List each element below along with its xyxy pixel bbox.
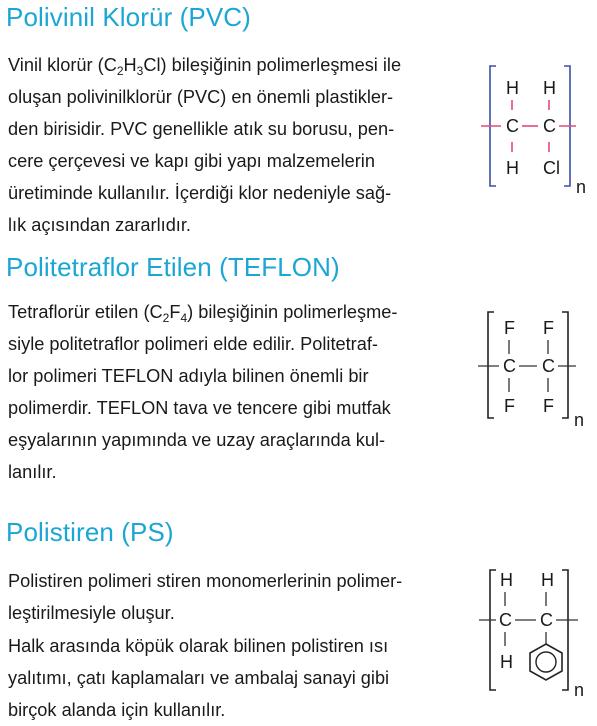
atom-h: H	[500, 652, 513, 672]
text-line: lanılır.	[8, 462, 57, 482]
atom-c: C	[542, 356, 555, 376]
repeat-subscript: n	[574, 680, 585, 700]
text-line: oluşan polivinilklorür (PVC) en önemli plastikler-	[8, 87, 394, 107]
atom-c: C	[499, 610, 512, 630]
paragraph-teflon	[8, 296, 468, 488]
text-line: Halk arasında köpük olarak bilinen polistiren ısı	[8, 636, 389, 656]
section-title-teflon: Politetraflor Etilen (TEFLON)	[6, 252, 340, 282]
bracket-right	[562, 570, 568, 690]
bracket-right	[562, 312, 568, 418]
paragraph-ps-2	[8, 630, 468, 726]
text-line: siyle politetraflor polimeri elde edilir. Politetraf-	[8, 334, 378, 354]
text-line: lor polimeri TEFLON adıyla bilinen önemli bir	[8, 366, 369, 386]
text-line: Tetraflorür etilen $(C_2F_4)$ bileşiğinin polimerleşme-	[8, 302, 398, 325]
bracket-left	[488, 312, 494, 418]
atom-f: F	[504, 318, 515, 338]
atom-f: F	[504, 396, 515, 416]
text-line: leştirilmesiyle oluşur.	[8, 603, 175, 623]
text-line: cere çerçevesi ve kapı gibi yapı malzemelerin	[8, 151, 375, 171]
atom-c: C	[506, 116, 519, 136]
text-line: Polistiren polimeri stiren monomerlerinin polimer-	[8, 571, 403, 591]
paragraph-pvc	[8, 49, 468, 241]
repeat-subscript: n	[574, 410, 585, 430]
text-line: den birisidir. PVC genellikle atık su borusu, pen-	[8, 119, 395, 139]
atom-f: F	[543, 396, 554, 416]
text-line: yalıtımı, çatı kaplamaları ve ambalaj sanayi gibi	[8, 668, 390, 688]
section-title-ps: Polistiren (PS)	[6, 517, 174, 547]
atom-cl: Cl	[543, 158, 560, 178]
text-line: Vinil klorür $(C_2H_3Cl)$ bileşiğinin polimerleşmesi ile	[8, 55, 402, 78]
atom-h: H	[500, 570, 513, 590]
atom-c: C	[540, 610, 553, 630]
text-line: üretiminde kullanılır. İçerdiği klor nedeniyle sağ-	[8, 183, 392, 203]
atom-c: C	[503, 356, 516, 376]
text-line: birçok alanda için kullanılır.	[8, 700, 226, 720]
repeat-subscript: n	[576, 177, 587, 197]
atom-c: C	[543, 116, 556, 136]
atom-h: H	[541, 570, 554, 590]
benzene-ring-icon	[530, 644, 562, 680]
atom-h: H	[543, 78, 556, 98]
text-line: eşyalarının yapımında ve uzay araçlarında kul-	[8, 430, 386, 450]
pvc-structure	[476, 58, 596, 198]
bracket-left	[490, 570, 496, 690]
polystyrene-structure	[474, 566, 594, 701]
atom-h: H	[506, 78, 519, 98]
atom-f: F	[543, 318, 554, 338]
atom-h: H	[506, 158, 519, 178]
text-line: polimerdir. TEFLON tava ve tencere gibi mutfak	[8, 398, 391, 418]
teflon-structure	[474, 308, 594, 433]
text-line: lık açısından zararlıdır.	[8, 215, 191, 235]
paragraph-ps-1	[8, 565, 468, 629]
section-title-pvc: Polivinil Klorür (PVC)	[6, 2, 251, 32]
